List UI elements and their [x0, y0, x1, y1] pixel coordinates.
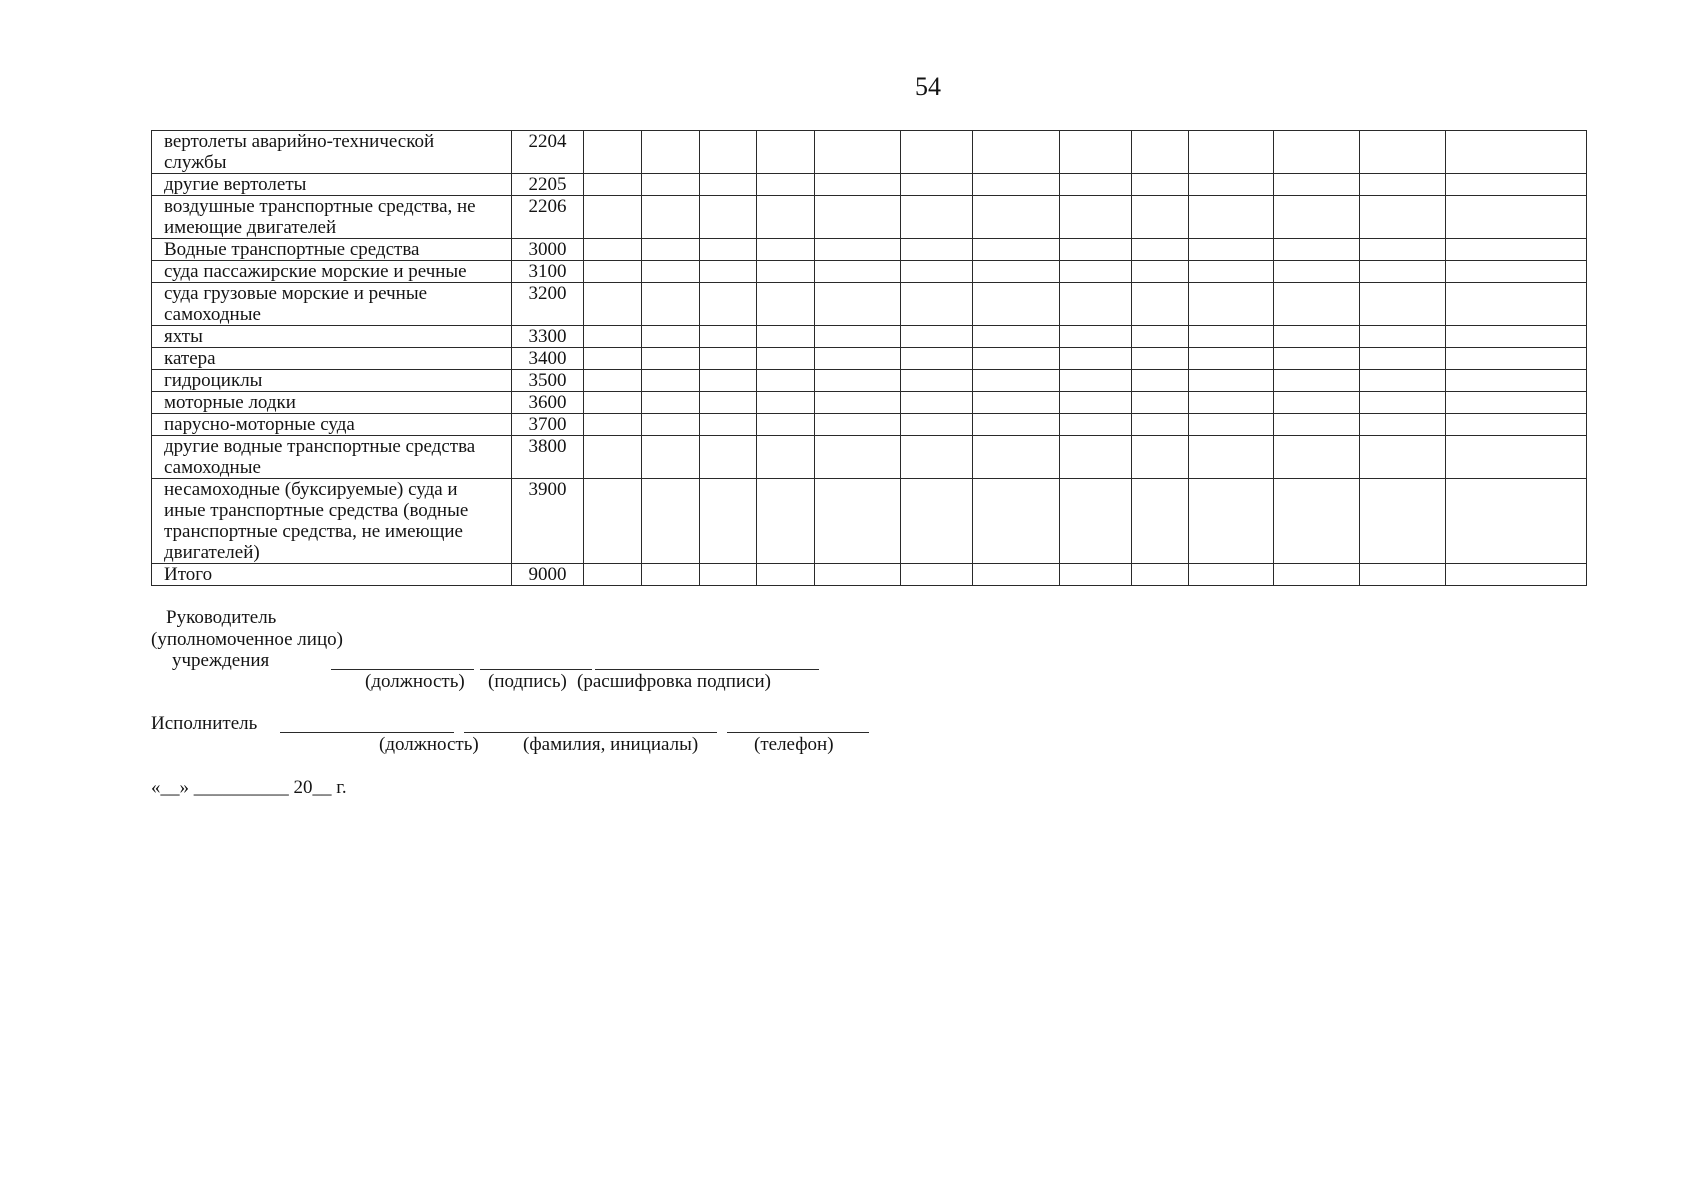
- empty-value-cell: [1360, 348, 1446, 370]
- empty-value-cell: [815, 436, 901, 479]
- head-signature-line: [480, 669, 592, 670]
- table-row: [152, 479, 1587, 564]
- row-code: 3000: [512, 239, 584, 261]
- empty-value-cell: [1360, 283, 1446, 326]
- table-row: [152, 414, 1587, 436]
- row-code: 2205: [512, 174, 584, 196]
- empty-value-cell: [700, 564, 757, 586]
- row-label: суда грузовые морские и речные самоходные: [152, 283, 512, 326]
- empty-value-cell: [1060, 436, 1132, 479]
- executor-phone-caption: (телефон): [754, 734, 834, 755]
- head-institution: учреждения: [172, 650, 270, 671]
- empty-value-cell: [1189, 283, 1274, 326]
- empty-value-cell: [1132, 283, 1189, 326]
- empty-value-cell: [1360, 326, 1446, 348]
- date-line: «__» __________ 20__ г.: [151, 777, 347, 798]
- empty-value-cell: [1446, 283, 1587, 326]
- empty-value-cell: [584, 564, 642, 586]
- empty-value-cell: [1274, 131, 1360, 174]
- executor-name-caption: (фамилия, инициалы): [523, 734, 699, 755]
- row-label: парусно-моторные суда: [152, 414, 512, 436]
- empty-value-cell: [1360, 370, 1446, 392]
- empty-value-cell: [1274, 436, 1360, 479]
- empty-value-cell: [700, 392, 757, 414]
- row-label: моторные лодки: [152, 392, 512, 414]
- empty-value-cell: [642, 174, 700, 196]
- row-label: вертолеты аварийно-технической службы: [152, 131, 512, 174]
- empty-value-cell: [815, 174, 901, 196]
- empty-value-cell: [642, 261, 700, 283]
- empty-value-cell: [757, 479, 815, 564]
- empty-value-cell: [1274, 326, 1360, 348]
- empty-value-cell: [1360, 174, 1446, 196]
- head-signature-caption: (подпись): [488, 671, 567, 692]
- row-label: Итого: [152, 564, 512, 586]
- empty-value-cell: [1189, 479, 1274, 564]
- empty-value-cell: [757, 392, 815, 414]
- empty-value-cell: [815, 479, 901, 564]
- empty-value-cell: [973, 436, 1060, 479]
- empty-value-cell: [642, 239, 700, 261]
- empty-value-cell: [1132, 174, 1189, 196]
- empty-value-cell: [642, 131, 700, 174]
- empty-value-cell: [700, 479, 757, 564]
- empty-value-cell: [1446, 348, 1587, 370]
- table-row: [152, 348, 1587, 370]
- empty-value-cell: [901, 261, 973, 283]
- empty-value-cell: [1060, 564, 1132, 586]
- empty-value-cell: [815, 348, 901, 370]
- empty-value-cell: [1060, 414, 1132, 436]
- empty-value-cell: [1274, 392, 1360, 414]
- empty-value-cell: [757, 261, 815, 283]
- empty-value-cell: [1360, 392, 1446, 414]
- empty-value-cell: [1274, 564, 1360, 586]
- row-label: несамоходные (буксируемые) суда и иные транспортные средства (водные транспортные средства, не имеющие двигателей): [152, 479, 512, 564]
- empty-value-cell: [642, 283, 700, 326]
- empty-value-cell: [1360, 196, 1446, 239]
- table-row: [152, 326, 1587, 348]
- row-code: 3200: [512, 283, 584, 326]
- empty-value-cell: [757, 370, 815, 392]
- empty-value-cell: [901, 239, 973, 261]
- table-row: [152, 261, 1587, 283]
- empty-value-cell: [815, 283, 901, 326]
- empty-value-cell: [642, 414, 700, 436]
- empty-value-cell: [1132, 392, 1189, 414]
- empty-value-cell: [1446, 479, 1587, 564]
- empty-value-cell: [1446, 436, 1587, 479]
- empty-value-cell: [901, 370, 973, 392]
- row-code: 3500: [512, 370, 584, 392]
- empty-value-cell: [1189, 436, 1274, 479]
- empty-value-cell: [757, 196, 815, 239]
- empty-value-cell: [1060, 479, 1132, 564]
- empty-value-cell: [973, 564, 1060, 586]
- empty-value-cell: [1060, 392, 1132, 414]
- head-title: Руководитель: [166, 607, 277, 628]
- executor-name-line: [464, 732, 717, 733]
- empty-value-cell: [1132, 414, 1189, 436]
- empty-value-cell: [973, 414, 1060, 436]
- empty-value-cell: [584, 414, 642, 436]
- empty-value-cell: [973, 174, 1060, 196]
- table-row: [152, 436, 1587, 479]
- empty-value-cell: [1446, 239, 1587, 261]
- empty-value-cell: [1132, 261, 1189, 283]
- empty-value-cell: [1189, 174, 1274, 196]
- empty-value-cell: [584, 436, 642, 479]
- empty-value-cell: [1132, 239, 1189, 261]
- empty-value-cell: [1274, 283, 1360, 326]
- empty-value-cell: [700, 370, 757, 392]
- empty-value-cell: [1189, 326, 1274, 348]
- row-label: воздушные транспортные средства, не имеющие двигателей: [152, 196, 512, 239]
- empty-value-cell: [584, 326, 642, 348]
- empty-value-cell: [757, 131, 815, 174]
- empty-value-cell: [1060, 283, 1132, 326]
- empty-value-cell: [1060, 348, 1132, 370]
- empty-value-cell: [973, 283, 1060, 326]
- empty-value-cell: [1446, 174, 1587, 196]
- row-label: Водные транспортные средства: [152, 239, 512, 261]
- empty-value-cell: [642, 479, 700, 564]
- row-code: 2204: [512, 131, 584, 174]
- empty-value-cell: [1189, 392, 1274, 414]
- empty-value-cell: [815, 564, 901, 586]
- empty-value-cell: [584, 131, 642, 174]
- empty-value-cell: [642, 436, 700, 479]
- row-code: 2206: [512, 196, 584, 239]
- empty-value-cell: [1189, 370, 1274, 392]
- empty-value-cell: [901, 564, 973, 586]
- row-code: 9000: [512, 564, 584, 586]
- empty-value-cell: [584, 392, 642, 414]
- empty-value-cell: [1446, 564, 1587, 586]
- empty-value-cell: [700, 326, 757, 348]
- executor-title: Исполнитель: [151, 713, 258, 734]
- empty-value-cell: [973, 261, 1060, 283]
- empty-value-cell: [1274, 370, 1360, 392]
- empty-value-cell: [1360, 436, 1446, 479]
- empty-value-cell: [757, 283, 815, 326]
- empty-value-cell: [1189, 196, 1274, 239]
- empty-value-cell: [757, 348, 815, 370]
- head-name-line: [595, 669, 819, 670]
- empty-value-cell: [757, 436, 815, 479]
- empty-value-cell: [584, 261, 642, 283]
- empty-value-cell: [901, 414, 973, 436]
- empty-value-cell: [700, 196, 757, 239]
- empty-value-cell: [1132, 326, 1189, 348]
- empty-value-cell: [901, 436, 973, 479]
- executor-position-caption: (должность): [379, 734, 479, 755]
- empty-value-cell: [642, 196, 700, 239]
- empty-value-cell: [1360, 414, 1446, 436]
- empty-value-cell: [1274, 239, 1360, 261]
- empty-value-cell: [1132, 370, 1189, 392]
- empty-value-cell: [1189, 261, 1274, 283]
- table-row: [152, 196, 1587, 239]
- empty-value-cell: [901, 283, 973, 326]
- empty-value-cell: [700, 348, 757, 370]
- empty-value-cell: [642, 392, 700, 414]
- empty-value-cell: [815, 131, 901, 174]
- empty-value-cell: [815, 196, 901, 239]
- empty-value-cell: [1360, 479, 1446, 564]
- empty-value-cell: [700, 283, 757, 326]
- head-subtitle: (уполномоченное лицо): [151, 629, 343, 650]
- empty-value-cell: [584, 479, 642, 564]
- empty-value-cell: [584, 283, 642, 326]
- table-row: [152, 392, 1587, 414]
- table-row: [152, 564, 1587, 586]
- empty-value-cell: [584, 239, 642, 261]
- empty-value-cell: [1189, 131, 1274, 174]
- empty-value-cell: [1189, 564, 1274, 586]
- empty-value-cell: [642, 370, 700, 392]
- empty-value-cell: [1189, 348, 1274, 370]
- empty-value-cell: [815, 239, 901, 261]
- empty-value-cell: [642, 564, 700, 586]
- empty-value-cell: [815, 414, 901, 436]
- empty-value-cell: [973, 196, 1060, 239]
- executor-position-line: [280, 732, 454, 733]
- empty-value-cell: [815, 261, 901, 283]
- row-code: 3300: [512, 326, 584, 348]
- table-row: [152, 283, 1587, 326]
- empty-value-cell: [901, 348, 973, 370]
- empty-value-cell: [642, 326, 700, 348]
- empty-value-cell: [815, 326, 901, 348]
- empty-value-cell: [1060, 326, 1132, 348]
- empty-value-cell: [1132, 479, 1189, 564]
- empty-value-cell: [1360, 131, 1446, 174]
- head-position-line: [331, 669, 474, 670]
- empty-value-cell: [757, 414, 815, 436]
- executor-phone-line: [727, 732, 869, 733]
- empty-value-cell: [1360, 564, 1446, 586]
- row-code: 3400: [512, 348, 584, 370]
- empty-value-cell: [1274, 261, 1360, 283]
- empty-value-cell: [1132, 436, 1189, 479]
- row-label: суда пассажирские морские и речные: [152, 261, 512, 283]
- row-label: другие вертолеты: [152, 174, 512, 196]
- row-code: 3100: [512, 261, 584, 283]
- table-row: [152, 239, 1587, 261]
- empty-value-cell: [700, 239, 757, 261]
- empty-value-cell: [901, 479, 973, 564]
- empty-value-cell: [757, 174, 815, 196]
- empty-value-cell: [1060, 261, 1132, 283]
- empty-value-cell: [1132, 131, 1189, 174]
- empty-value-cell: [584, 370, 642, 392]
- empty-value-cell: [1189, 414, 1274, 436]
- row-label: яхты: [152, 326, 512, 348]
- empty-value-cell: [901, 196, 973, 239]
- empty-value-cell: [700, 174, 757, 196]
- empty-value-cell: [1274, 414, 1360, 436]
- empty-value-cell: [584, 348, 642, 370]
- empty-value-cell: [1360, 239, 1446, 261]
- empty-value-cell: [1274, 479, 1360, 564]
- empty-value-cell: [642, 348, 700, 370]
- empty-value-cell: [1446, 261, 1587, 283]
- empty-value-cell: [584, 174, 642, 196]
- empty-value-cell: [700, 261, 757, 283]
- report-table-body: [152, 131, 1587, 586]
- empty-value-cell: [973, 131, 1060, 174]
- report-table: [151, 130, 1587, 586]
- empty-value-cell: [1360, 261, 1446, 283]
- empty-value-cell: [757, 564, 815, 586]
- empty-value-cell: [1060, 131, 1132, 174]
- empty-value-cell: [1132, 564, 1189, 586]
- empty-value-cell: [901, 131, 973, 174]
- empty-value-cell: [1274, 348, 1360, 370]
- empty-value-cell: [901, 392, 973, 414]
- table-row: [152, 174, 1587, 196]
- row-label: гидроциклы: [152, 370, 512, 392]
- row-label: другие водные транспортные средства самоходные: [152, 436, 512, 479]
- page-number: 54: [915, 72, 941, 101]
- empty-value-cell: [1446, 392, 1587, 414]
- empty-value-cell: [973, 348, 1060, 370]
- empty-value-cell: [973, 479, 1060, 564]
- empty-value-cell: [1274, 174, 1360, 196]
- empty-value-cell: [1446, 414, 1587, 436]
- empty-value-cell: [901, 174, 973, 196]
- row-code: 3800: [512, 436, 584, 479]
- empty-value-cell: [584, 196, 642, 239]
- empty-value-cell: [973, 326, 1060, 348]
- empty-value-cell: [757, 239, 815, 261]
- empty-value-cell: [815, 392, 901, 414]
- empty-value-cell: [1446, 326, 1587, 348]
- empty-value-cell: [1132, 196, 1189, 239]
- empty-value-cell: [1060, 239, 1132, 261]
- empty-value-cell: [973, 392, 1060, 414]
- empty-value-cell: [901, 326, 973, 348]
- empty-value-cell: [1060, 370, 1132, 392]
- empty-value-cell: [1446, 370, 1587, 392]
- empty-value-cell: [815, 370, 901, 392]
- empty-value-cell: [700, 436, 757, 479]
- row-code: 3700: [512, 414, 584, 436]
- empty-value-cell: [973, 239, 1060, 261]
- empty-value-cell: [1060, 174, 1132, 196]
- empty-value-cell: [1274, 196, 1360, 239]
- empty-value-cell: [700, 414, 757, 436]
- empty-value-cell: [1446, 131, 1587, 174]
- head-name-caption: (расшифровка подписи): [577, 671, 771, 692]
- empty-value-cell: [757, 326, 815, 348]
- empty-value-cell: [1060, 196, 1132, 239]
- row-code: 3900: [512, 479, 584, 564]
- head-position-caption: (должность): [365, 671, 465, 692]
- empty-value-cell: [1189, 239, 1274, 261]
- empty-value-cell: [1132, 348, 1189, 370]
- table-row: [152, 131, 1587, 174]
- row-label: катера: [152, 348, 512, 370]
- table-row: [152, 370, 1587, 392]
- empty-value-cell: [1446, 196, 1587, 239]
- empty-value-cell: [700, 131, 757, 174]
- row-code: 3600: [512, 392, 584, 414]
- empty-value-cell: [973, 370, 1060, 392]
